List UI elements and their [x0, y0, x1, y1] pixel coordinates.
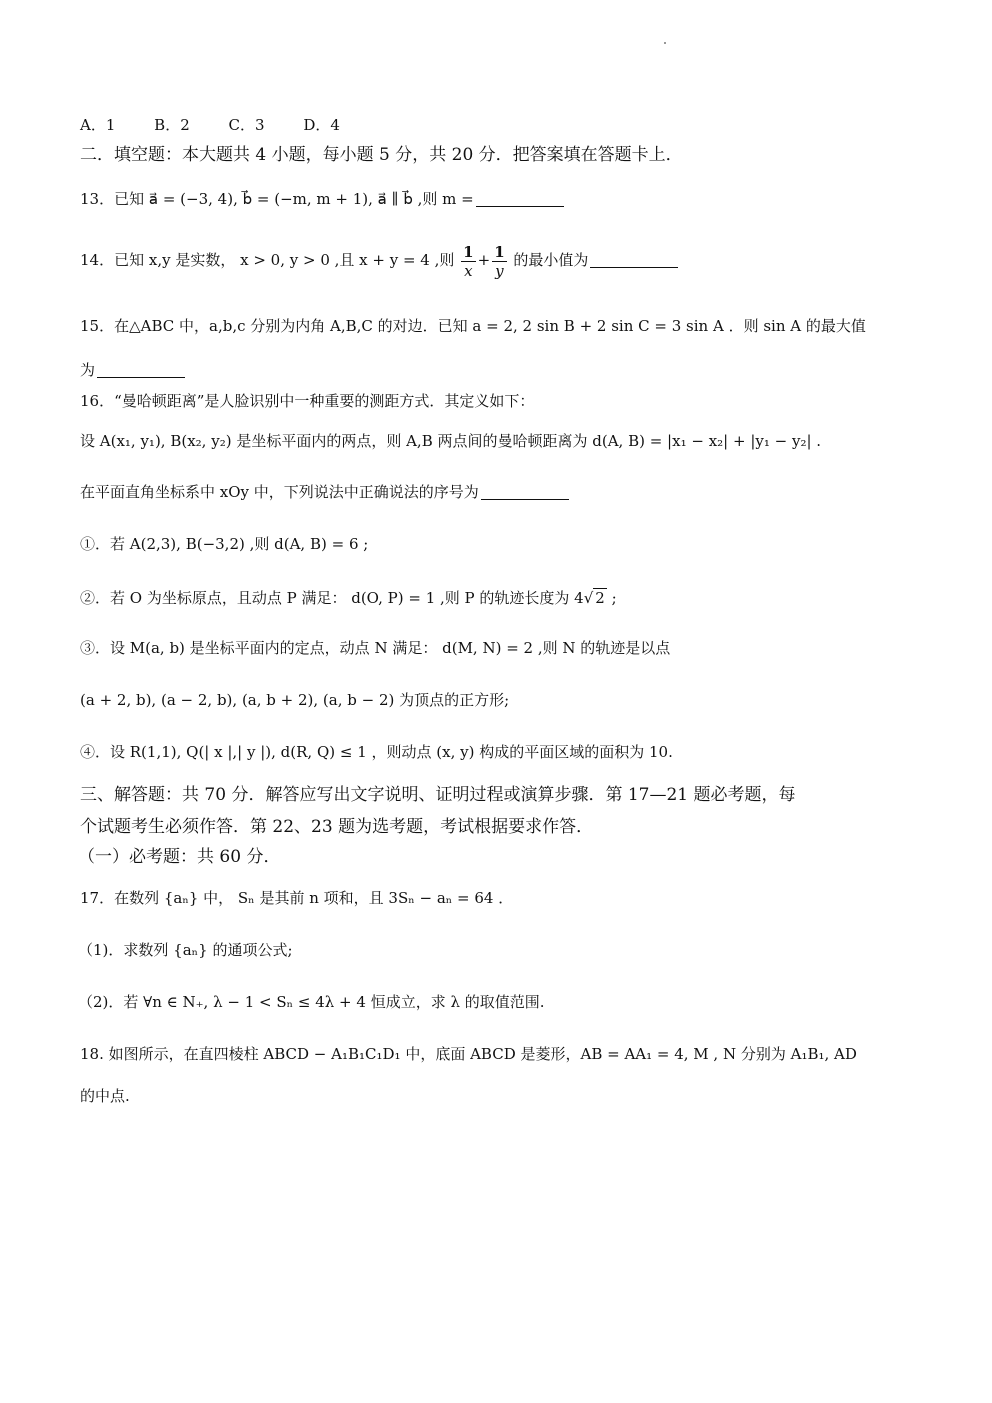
section3-line3: （一）必考题：共 60 分． [78, 847, 281, 867]
q14-frac1-num: 1 [463, 242, 474, 261]
answer-options [80, 115, 374, 135]
q16-line1: 16．“曼哈顿距离”是人脸识别中一种重要的测距方式．其定义如下： [80, 392, 535, 410]
q14-frac2-den: y [495, 261, 504, 280]
q13-suffix: ,则 m = [412, 190, 474, 208]
section2-heading: 二．填空题：本大题共 4 小题，每小题 5 分，共 20 分．把答案填在答题卡上． [80, 145, 683, 165]
q13-prefix: 13．已知 [80, 190, 145, 208]
option-b: B．2 [154, 116, 190, 134]
q14-fraction-2 [492, 243, 506, 280]
q16-line3-text: 在平面直角坐标系中 xOy 中，下列说法中正确说法的序号为 [80, 483, 479, 501]
question-14 [80, 238, 678, 284]
q13-math: a⃗ = (−3, 4), b⃗ = (−m, m + 1), a⃗ ∥ b⃗ [148, 190, 413, 208]
section3-line2: 个试题考生必须作答．第 22、23 题为选考题，考试根据要求作答． [80, 817, 594, 837]
q17-part1: （1)．求数列 {aₙ} 的通项公式; [78, 941, 293, 959]
q15-line1: 15．在△ABC 中，a,b,c 分别为内角 A,B,C 的对边．已知 a = 2, 2 sin B + 2 sin C = 3 sin A ．则 sin A 的最大值 [80, 317, 866, 335]
q16-item4: ④．设 R(1,1), Q(| x |,| y |), d(R, Q) ≤ 1 ，则动点 (x, y) 构成的平面区域的面积为 10. [80, 743, 673, 761]
q16-answer-blank [481, 484, 569, 500]
q13-answer-blank [476, 191, 564, 207]
q14-frac1-den: x [464, 261, 473, 280]
sqrt-symbol: √ [583, 589, 594, 607]
q14-fraction-1 [461, 243, 475, 280]
option-d: D．4 [303, 116, 340, 134]
q16-item2 [80, 588, 617, 608]
q14-plus: + [477, 251, 491, 269]
q17-part2: （2)．若 ∀n ∈ N₊, λ − 1 < Sₙ ≤ 4λ + 4 恒成立，求 λ 的取值范围. [78, 993, 545, 1011]
q16-item2-end: ; [606, 589, 617, 607]
option-a: A．1 [80, 116, 116, 134]
q15-line2 [80, 360, 185, 380]
q18-line2: 的中点. [80, 1087, 130, 1105]
section3-line1: 三、解答题：共 70 分．解答应写出文字说明、证明过程或演算步骤．第 17—21 题必考题，每 [80, 785, 796, 805]
q17-line1: 17．在数列 {aₙ} 中， Sₙ 是其前 n 项和，且 3Sₙ − aₙ = 64 ． [80, 889, 514, 907]
question-13 [80, 189, 564, 209]
q16-item1: ①．若 A(2,3), B(−3,2) ,则 d(A, B) = 6 ; [80, 535, 369, 553]
q18-line1: 18. 如图所示，在直四棱柱 ABCD − A₁B₁C₁D₁ 中，底面 ABCD 是菱形，AB = AA₁ = 4, M , N 分别为 A₁B₁, AD [80, 1045, 857, 1063]
q16-item2-text: ②．若 O 为坐标原点，且动点 P 满足： d(O, P) = 1 ,则 P 的轨迹长度为 4 [80, 589, 584, 607]
q14-answer-blank [590, 252, 678, 268]
option-c: C．3 [228, 116, 265, 134]
q16-item2-radicand: 2 [595, 589, 605, 607]
q16-item3: ③．设 M(a, b) 是坐标平面内的定点，动点 N 满足： d(M, N) = 2 ,则 N 的轨迹是以点 [80, 639, 671, 657]
q16-item3b: (a + 2, b), (a − 2, b), (a, b + 2), (a, b − 2) 为顶点的正方形; [80, 691, 510, 709]
q15-line2-text: 为 [80, 361, 96, 379]
q16-line3 [80, 482, 569, 502]
q14-prefix: 14．已知 x,y 是实数， x > 0, y > 0 ,且 x + y = 4 ,则 [80, 251, 455, 269]
q16-line2: 设 A(x₁, y₁), B(x₂, y₂) 是坐标平面内的两点，则 A,B 两点间的曼哈顿距离为 d(A, B) = |x₁ − x₂| + |y₁ − y₂| . [80, 432, 822, 450]
q14-suffix: 的最小值为 [513, 251, 589, 269]
q14-frac2-num: 1 [494, 242, 505, 261]
scan-dot [664, 42, 666, 44]
q15-answer-blank [97, 362, 185, 378]
